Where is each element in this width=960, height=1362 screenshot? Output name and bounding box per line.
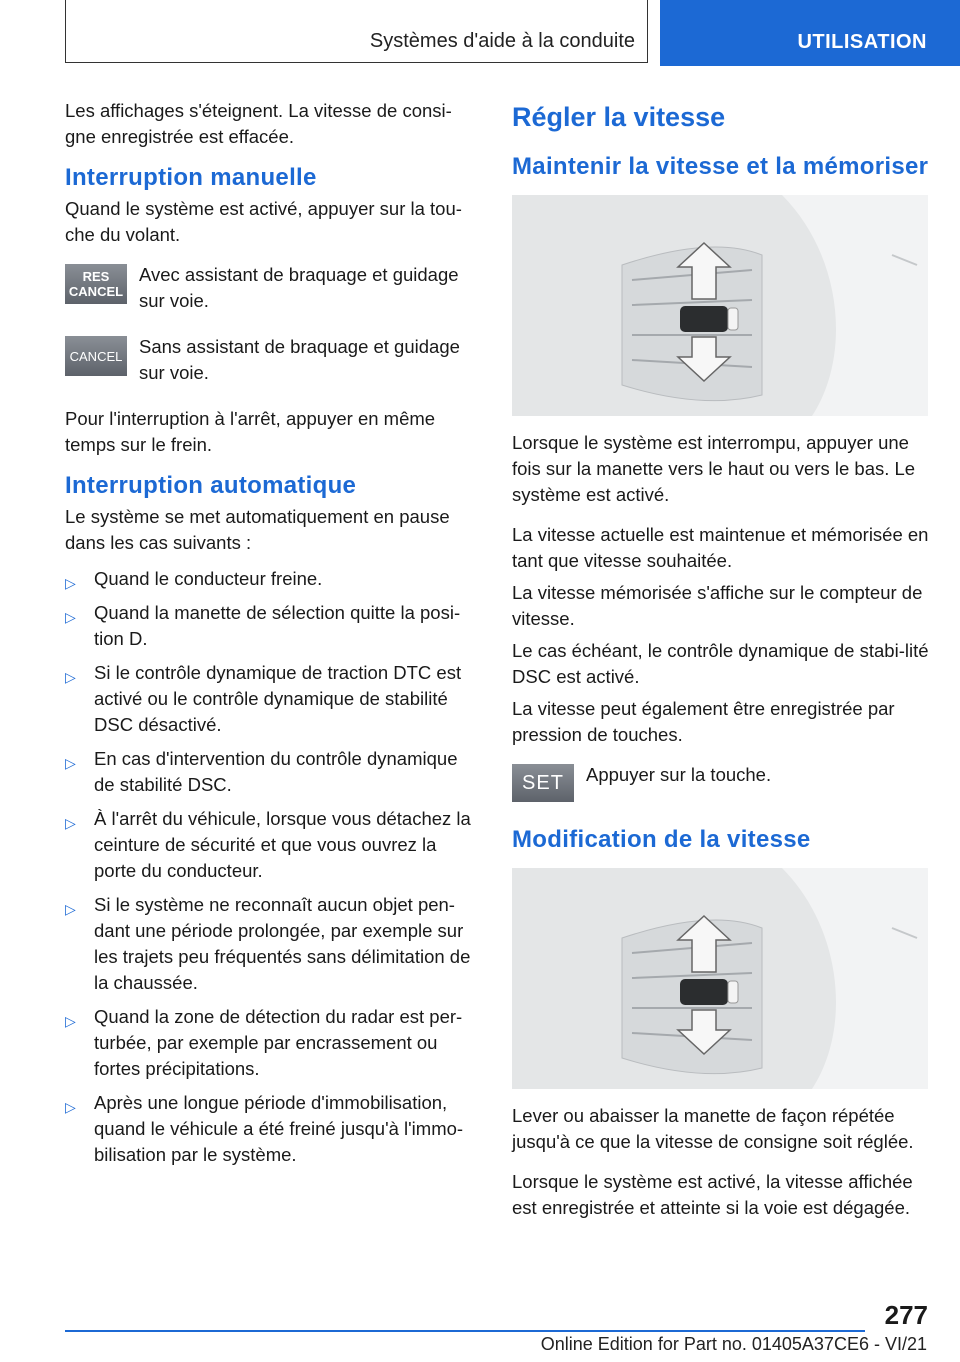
- modify-p2: Lorsque le système est activé, la vitesse affichée est enregistrée et atteinte si la voie est dégagée.: [512, 1171, 913, 1218]
- edition-footer: Online Edition for Part no. 01405A37CE6 - VI/21: [540, 1334, 927, 1354]
- triangle-right-icon: ▷: [65, 669, 76, 685]
- maintain-p5: La vitesse peut également être enregistrée par pression de touches.: [512, 698, 895, 745]
- set-row: [512, 762, 930, 802]
- page-number: 277: [884, 1300, 928, 1330]
- triangle-right-icon: ▷: [65, 755, 76, 771]
- set-button-icon: [512, 764, 574, 802]
- list-item: ▷ Quand la zone de détection du radar est per-turbée, par exemple par encrassement ou fortes précipitations.: [65, 1006, 463, 1079]
- intro-paragraph: Les affichages s'éteignent. La vitesse de consi-gne enregistrée est effacée.: [65, 100, 452, 147]
- triangle-right-icon: ▷: [65, 901, 76, 917]
- page-title: Régler la vitesse: [512, 102, 726, 132]
- res-cancel-description: Avec assistant de braquage et guidage sur voie.: [139, 264, 459, 311]
- res-cancel-button-icon: [65, 264, 127, 304]
- cancel-row: [65, 334, 477, 386]
- triangle-right-icon: ▷: [65, 1013, 76, 1029]
- cancel-only-label: CANCEL: [69, 348, 123, 364]
- steering-wheel-illustration-1: [512, 195, 928, 416]
- maintain-p3: La vitesse mémorisée s'affiche sur le compteur de vitesse.: [512, 582, 923, 629]
- cancel-button-icon: [65, 336, 127, 376]
- triangle-right-icon: ▷: [65, 575, 76, 591]
- maintain-p2: La vitesse actuelle est maintenue et mémorisée en tant que vitesse souhaitée.: [512, 524, 929, 571]
- header-box: [65, 0, 648, 63]
- auto-interruption-heading: Interruption automatique: [65, 472, 357, 499]
- res-label: RES: [82, 269, 110, 284]
- modify-p1: Lever ou abaisser la manette de façon répétée jusqu'à ce que la vitesse de consigne soit réglée.: [512, 1105, 914, 1152]
- set-label: SET: [522, 771, 564, 794]
- triangle-right-icon: ▷: [65, 815, 76, 831]
- steering-wheel-illustration-2: [512, 868, 928, 1089]
- list-item: ▷ En cas d'intervention du contrôle dynamique de stabilité DSC.: [65, 748, 458, 795]
- maintain-p1: Lorsque le système est interrompu, appuyer une fois sur la manette vers le haut ou vers le bas. Le système est activé.: [512, 432, 916, 505]
- auto-interruption-text: Le système se met automatiquement en pause dans les cas suivants :: [65, 506, 450, 553]
- tab-label: UTILISATION: [797, 31, 927, 53]
- list-item: ▷ Quand la manette de sélection quitte la posi-tion D.: [65, 602, 461, 649]
- list-item: ▷ Quand le conducteur freine.: [65, 566, 477, 592]
- left-column: [65, 98, 477, 1176]
- section-title: Systèmes d'aide à la conduite: [369, 30, 635, 52]
- res-cancel-row: [65, 262, 477, 314]
- right-column: [512, 98, 930, 1235]
- list-item: ▷ Après une longue période d'immobilisation, quand le véhicule a été freiné jusqu'à l'immo-bilisation par le système.: [65, 1092, 464, 1165]
- manual-interruption-text: Quand le système est activé, appuyer sur la tou-che du volant.: [65, 198, 462, 245]
- stop-brake-paragraph: Pour l'interruption à l'arrêt, appuyer en même temps sur le frein.: [65, 408, 436, 455]
- maintain-p4: Le cas échéant, le contrôle dynamique de stabi-lité DSC est activé.: [512, 640, 929, 687]
- footer-divider: [65, 1330, 865, 1332]
- list-item: ▷ Si le contrôle dynamique de traction DTC est activé ou le contrôle dynamique de stabilité DSC désactivé.: [65, 662, 462, 735]
- auto-interruption-list: [65, 566, 477, 1168]
- cancel-description: Sans assistant de braquage et guidage sur voie.: [139, 336, 460, 383]
- modify-speed-heading: Modification de la vitesse: [512, 826, 811, 853]
- set-description: Appuyer sur la touche.: [586, 764, 772, 785]
- manual-interruption-heading: Interruption manuelle: [65, 164, 317, 191]
- triangle-right-icon: ▷: [65, 1099, 76, 1115]
- header-tab: [660, 0, 960, 66]
- list-item: ▷ Si le système ne reconnaît aucun objet pen-dant une période prolongée, par exemple sur les trajets peu fréquentés sans délimitation de la chaussée.: [65, 894, 471, 993]
- triangle-right-icon: ▷: [65, 609, 76, 625]
- list-item: ▷ À l'arrêt du véhicule, lorsque vous détachez la ceinture de sécurité et que vous ouvrez la porte du conducteur.: [65, 808, 471, 881]
- maintain-speed-heading: Maintenir la vitesse et la mémoriser: [512, 153, 929, 180]
- cancel-label: CANCEL: [68, 284, 124, 299]
